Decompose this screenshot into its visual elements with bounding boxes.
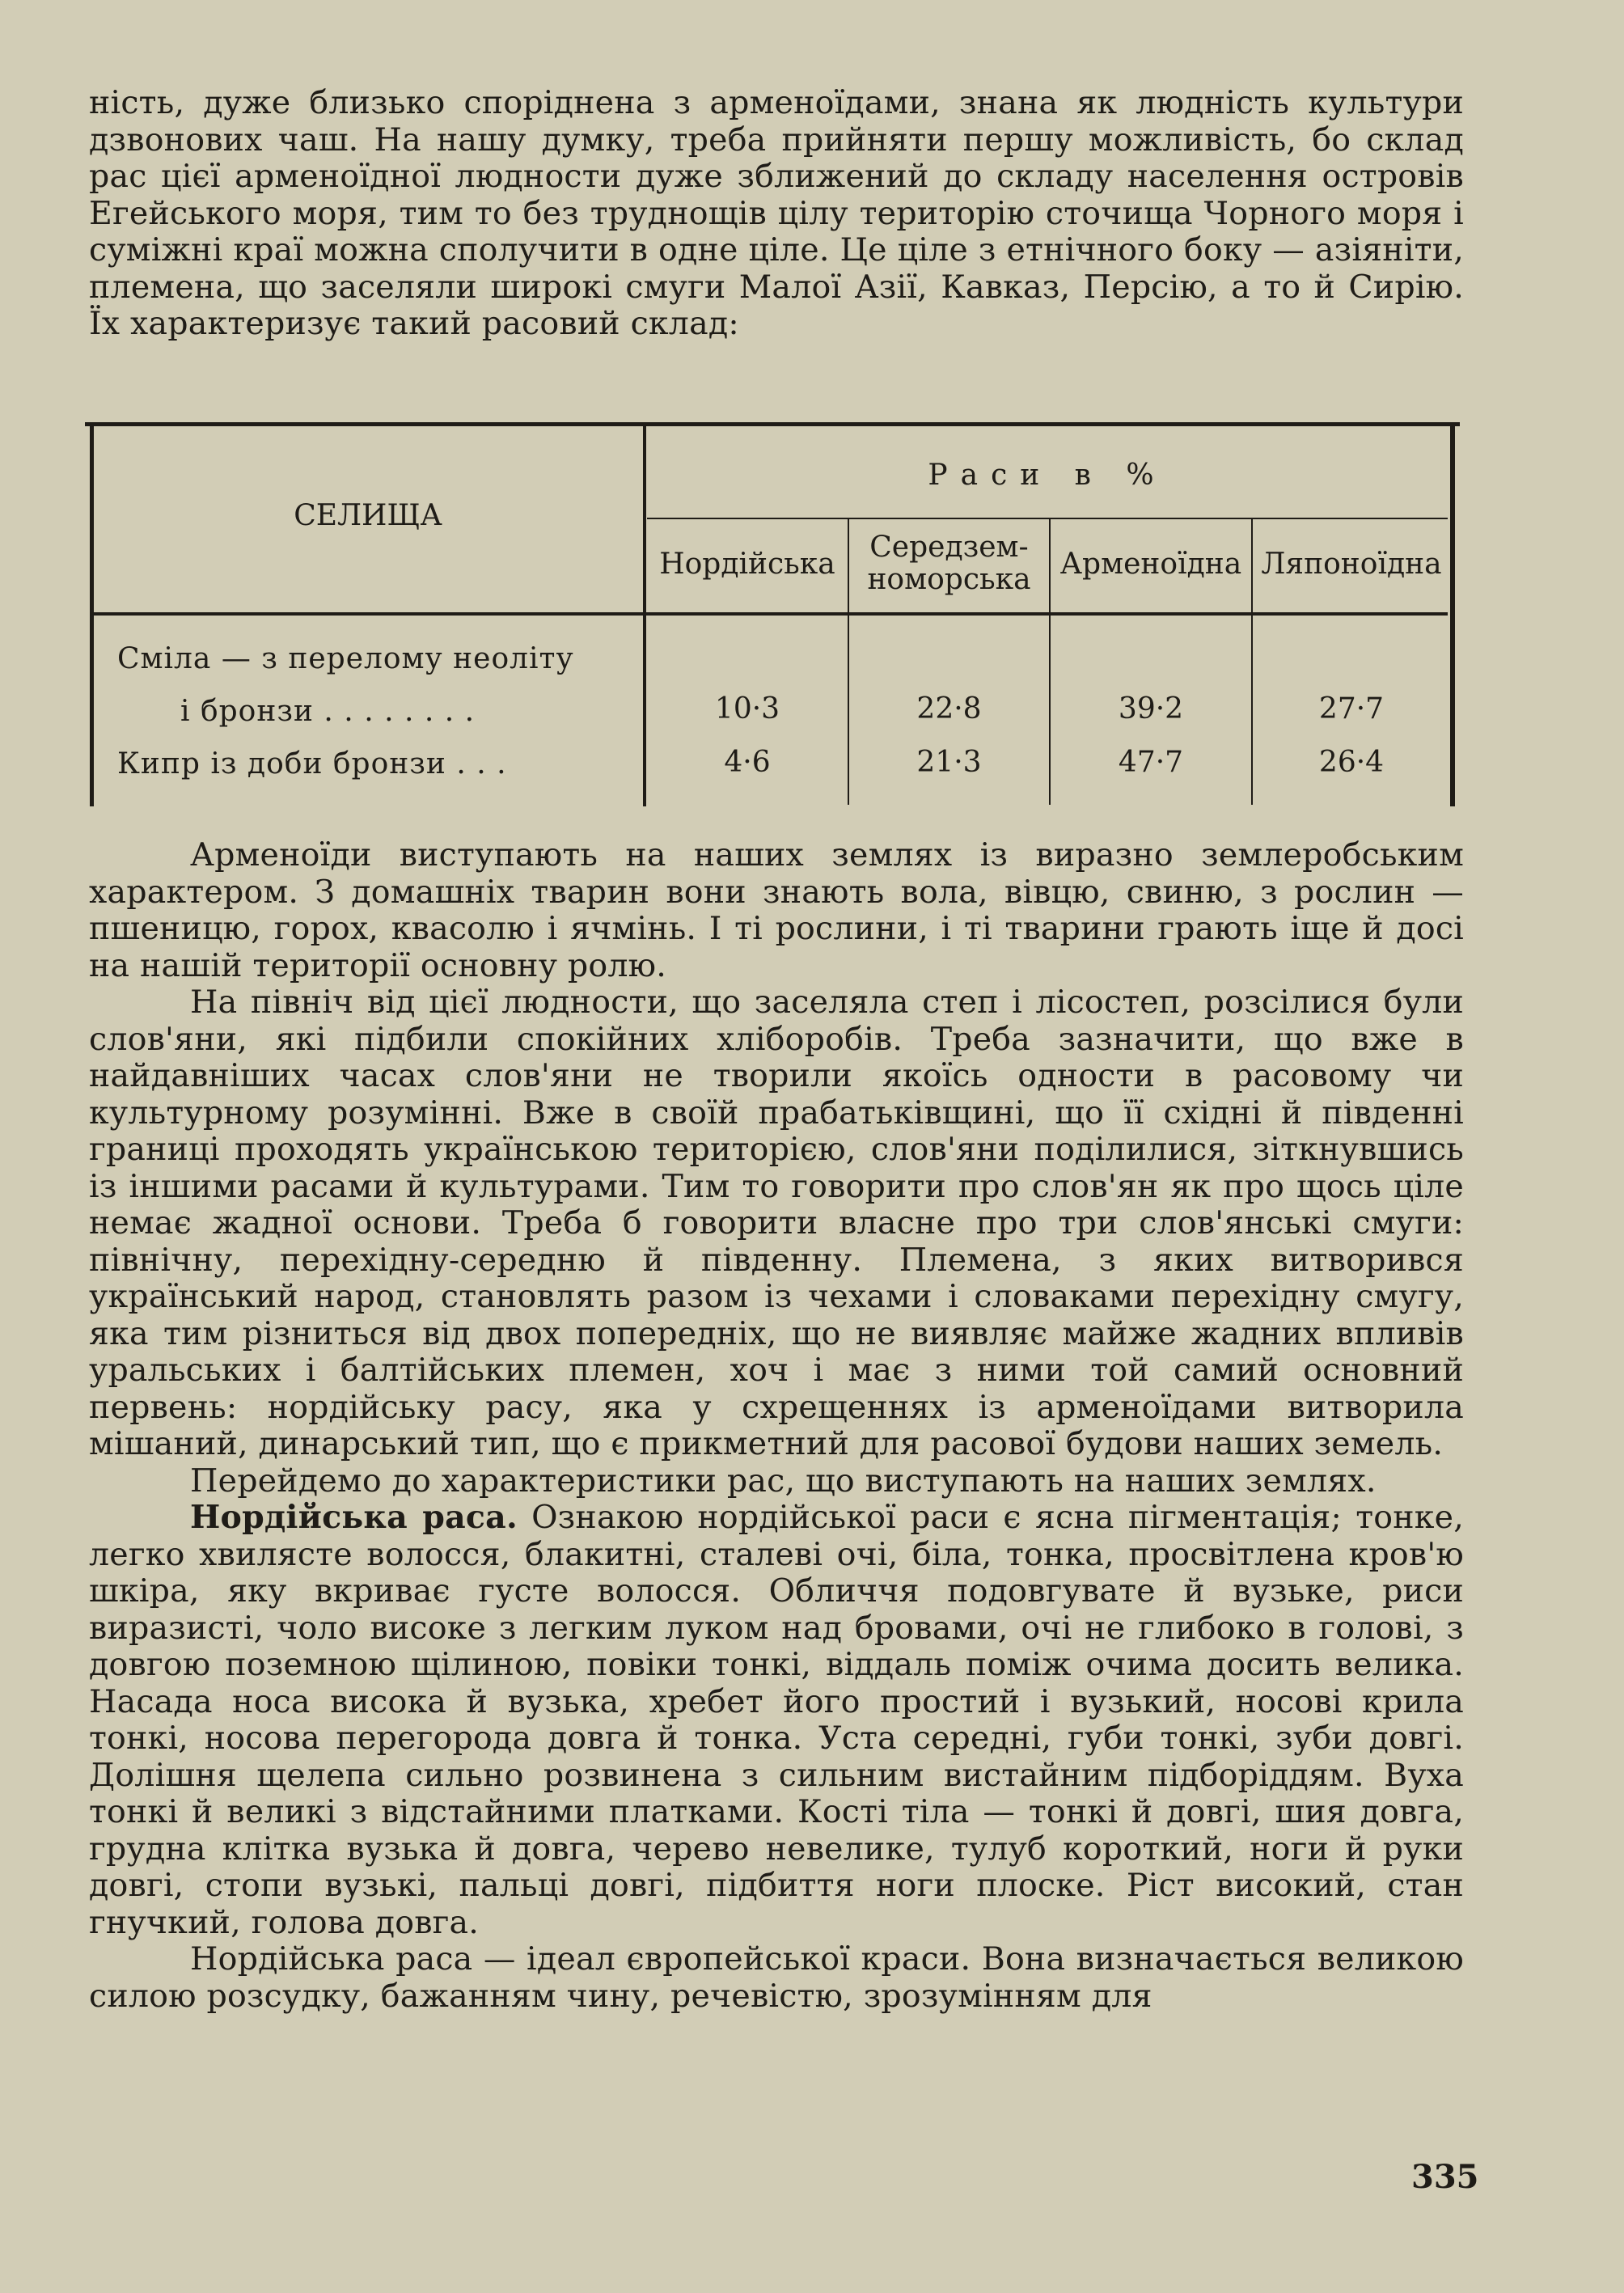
row-label: Кипр із доби бронзи . . .	[117, 747, 507, 781]
table-top-rule	[85, 422, 1460, 426]
table-cell: 39·2	[1118, 692, 1184, 726]
row-label: і бронзи . . . . . . . .	[180, 695, 476, 728]
group-header-rule	[647, 518, 1448, 519]
bottom-text-block	[89, 837, 1464, 2015]
table-col-rule	[643, 426, 646, 806]
table-cell: 4·6	[724, 746, 771, 779]
row-header: СЕЛИЩА	[294, 499, 442, 532]
table-cell: 47·7	[1118, 746, 1184, 779]
table-cell: 26·4	[1318, 746, 1385, 779]
row-label: Сміла — з перелому неоліту	[117, 642, 574, 675]
column-header: Нордійська	[659, 548, 835, 581]
paragraph: Перейдемо до характеристики рас, що виступають на наших землях.	[190, 1462, 1377, 1500]
header-bottom-rule	[93, 612, 1448, 616]
page-number: 335	[1411, 2158, 1479, 2196]
paragraph: Арменоїди виступають на наших землях із виразно землеробським характером. З домашніх тварин вони знають вола, вівцю, свиню, з рослин — пшеницю, горох, квасолю і ячмінь. І ті рослини, і ті тварини грають іще й досі на нашій території основну ролю.	[89, 836, 1464, 984]
race-table	[85, 422, 1460, 809]
table-cell: 22·8	[916, 692, 982, 726]
table-left-rule	[90, 426, 94, 806]
table-cell: 10·3	[714, 692, 780, 726]
paragraph: Нордійська раса — ідеал європейської краси. Вона визначається великою силою розсудку, бажанням чину, речевістю, зрозумінням для	[89, 1940, 1464, 2015]
column-header: Середзем- номорська	[867, 531, 1031, 596]
top-text-block	[89, 85, 1464, 343]
section-lead: Нордійська раса.	[190, 1499, 518, 1536]
paragraph: На північ від цієї людности, що заселяла степ і лісостеп, розсілися були слов'яни, які підбили спокійних хліборобів. Треба зазначити, що вже в найдавніших часах слов'яни не творили якоїсь одности в расовому чи культурному розумінні. Вже в своїй прабатьківщині, що її східні й південні границі проходять українською територією, слов'яни поділилися, зіткнувшись із іншими расами й культурами. Тим то говорити про слов'ян як про щось ціле немає жадної основи. Треба б говорити власне про три слов'янські смуги: північну, перехідну-середню й південну. Племена, з яких витворився український народ, становлять разом із чехами і словаками перехідну смугу, яка тим різниться від двох попередніх, що не виявляє майже жадних впливів уральських і балтійських племен, хоч і має з ними той самий основний первень: нордійську расу, яка у схрещеннях із арменоїдами витворила мішаний, динарський тип, що є прикметний для расової будови наших земель.	[89, 984, 1464, 1462]
column-header: Ляпоноїдна	[1261, 548, 1442, 581]
column-header: Арменоїдна	[1059, 548, 1242, 581]
paragraph-body: Ознакою нордійської раси є ясна пігментація; тонке, легко хвилясте волосся, блакитні, сталеві очі, біла, тонка, просвітлена кров'ю шкіра, яку вкриває густе волосся. Обличчя подовгувате й вузьке, риси виразисті, чоло високе з легким луком над бровами, очі не глибоко в голові, з довгою поземною щілиною, повіки тонкі, віддаль поміж очима досить велика. Насада носа висока й вузька, хребет його простий і вузький, носові крила тонкі, носова перегорода довга й тонка. Уста середні, губи тонкі, зуби довгі. Долішня щелепа сильно розвинена з сильним вистайним підборіддям. Вуха тонкі й великі з відстайними платками. Кості тіла — тонкі й довгі, шия довга, грудна клітка вузька й довга, черево невелике, тулуб короткий, ноги й руки довгі, стопи вузькі, пальці довгі, підбиття ноги плоске. Ріст високий, стан гнучкий, голова довга.	[89, 1499, 1464, 1941]
group-header: Раси в %	[928, 459, 1167, 492]
paragraph	[89, 1500, 1464, 1941]
table-right-rule	[1450, 426, 1455, 806]
table-cell: 21·3	[916, 746, 982, 779]
table-cell: 27·7	[1318, 692, 1385, 726]
paragraph: ність, дуже близько споріднена з арменоїдами, знана як людність культури дзвонових чаш. На нашу думку, треба прийняти першу можливість, бо склад рас цієї арменоїдної людности дуже зближений до складу населення островів Егейського моря, тим то без труднощів цілу територію сточища Чорного моря і суміжні краї можна сполучити в одне ціле. Це ціле з етнічного боку — азіяніти, племена, що заселяли широкі смуги Малої Азії, Кавказ, Персію, а то й Сирію. Їх характеризує такий расовий склад:	[89, 84, 1464, 342]
